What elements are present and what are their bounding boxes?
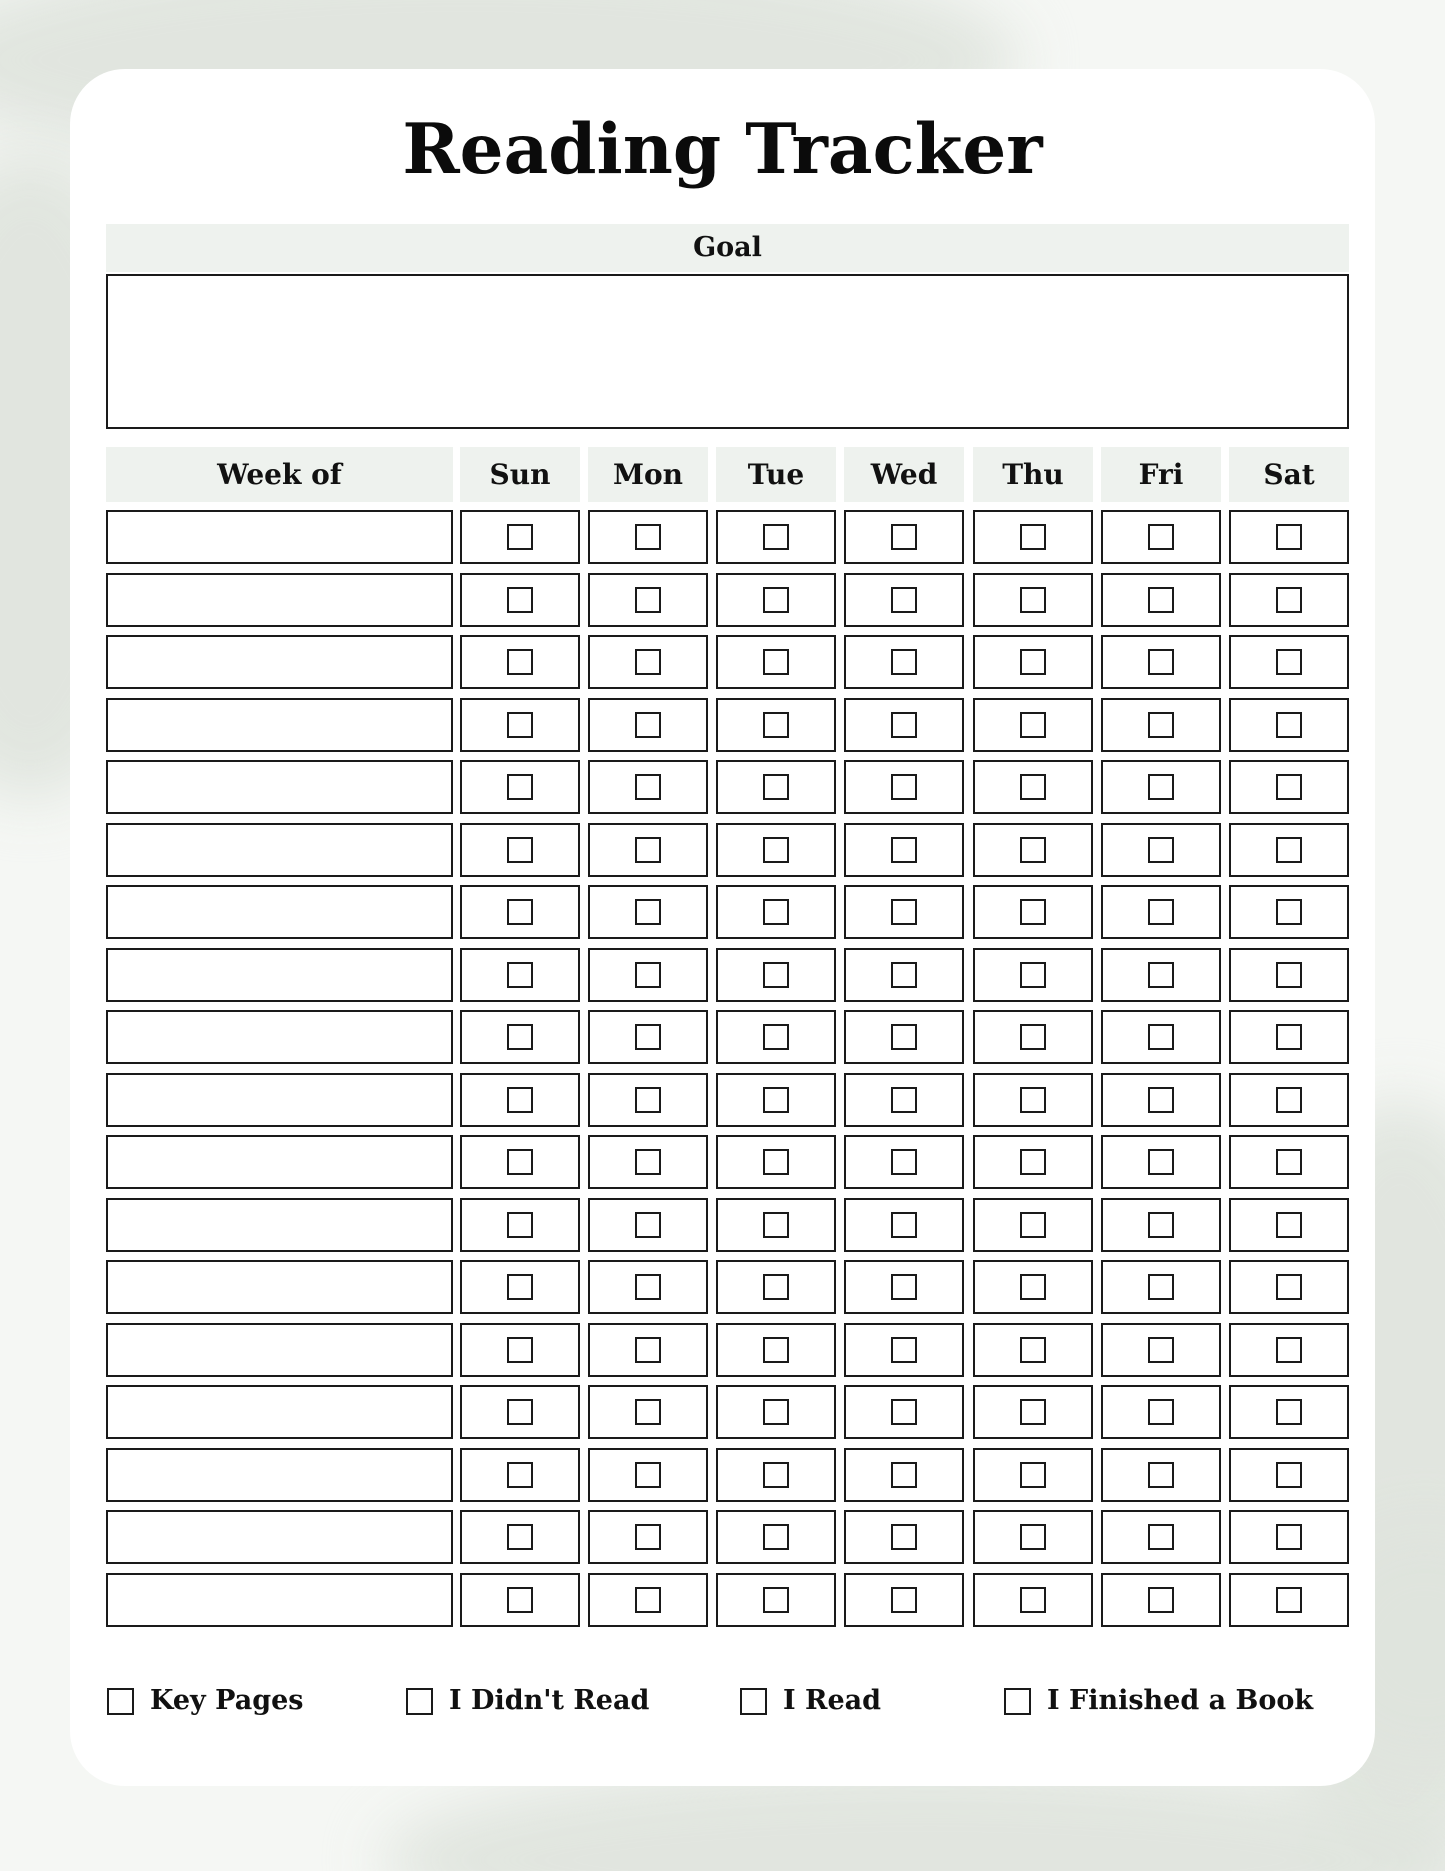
day-cell-wed (844, 1073, 964, 1127)
week-of-field[interactable] (106, 1323, 453, 1377)
day-cell-tue (716, 1135, 836, 1189)
day-cell-mon (588, 1323, 708, 1377)
day-checkbox[interactable] (1148, 1524, 1174, 1550)
day-checkbox[interactable] (891, 587, 917, 613)
day-checkbox[interactable] (635, 1462, 661, 1488)
day-cell-mon (588, 760, 708, 814)
day-checkbox[interactable] (891, 524, 917, 550)
day-checkbox[interactable] (1148, 712, 1174, 738)
day-cell-thu (973, 1323, 1093, 1377)
day-checkbox[interactable] (1020, 1024, 1046, 1050)
day-cell-mon (588, 1573, 708, 1627)
day-cell-tue (716, 1510, 836, 1564)
day-checkbox[interactable] (635, 649, 661, 675)
day-cell-fri (1101, 635, 1221, 689)
day-checkbox[interactable] (763, 1524, 789, 1550)
day-cell-fri (1101, 1260, 1221, 1314)
column-header-week-of: Week of (106, 447, 453, 502)
day-checkbox[interactable] (763, 712, 789, 738)
day-checkbox[interactable] (763, 837, 789, 863)
day-checkbox[interactable] (763, 899, 789, 925)
day-checkbox[interactable] (635, 899, 661, 925)
day-cell-mon (588, 1260, 708, 1314)
day-checkbox[interactable] (1276, 1524, 1302, 1550)
day-cell-thu (973, 1385, 1093, 1439)
day-cell-sun (460, 885, 580, 939)
day-checkbox[interactable] (635, 1149, 661, 1175)
day-cell-sun (460, 510, 580, 564)
day-checkbox[interactable] (635, 774, 661, 800)
day-cell-mon (588, 510, 708, 564)
day-cell-sat (1229, 1448, 1349, 1502)
day-cell-thu (973, 1448, 1093, 1502)
day-cell-tue (716, 1323, 836, 1377)
day-cell-sat (1229, 1073, 1349, 1127)
day-cell-thu (973, 510, 1093, 564)
day-checkbox[interactable] (891, 1399, 917, 1425)
day-cell-thu (973, 885, 1093, 939)
day-cell-mon (588, 1385, 708, 1439)
day-cell-thu (973, 823, 1093, 877)
day-cell-wed (844, 1260, 964, 1314)
week-of-field[interactable] (106, 1448, 453, 1502)
day-checkbox[interactable] (1148, 962, 1174, 988)
day-checkbox[interactable] (1148, 1399, 1174, 1425)
day-cell-thu (973, 1073, 1093, 1127)
day-checkbox[interactable] (635, 587, 661, 613)
day-cell-fri (1101, 823, 1221, 877)
day-checkbox[interactable] (1276, 962, 1302, 988)
legend-checkbox[interactable] (107, 1688, 134, 1715)
day-cell-fri (1101, 1010, 1221, 1064)
day-cell-fri (1101, 1323, 1221, 1377)
day-cell-sat (1229, 1198, 1349, 1252)
day-cell-fri (1101, 760, 1221, 814)
day-cell-tue (716, 823, 836, 877)
day-cell-sat (1229, 1135, 1349, 1189)
day-cell-wed (844, 948, 964, 1002)
day-checkbox[interactable] (891, 774, 917, 800)
day-cell-sun (460, 760, 580, 814)
week-of-field[interactable] (106, 1573, 453, 1627)
day-cell-fri (1101, 510, 1221, 564)
day-checkbox[interactable] (891, 1024, 917, 1050)
day-cell-tue (716, 510, 836, 564)
day-checkbox[interactable] (507, 1212, 533, 1238)
day-checkbox[interactable] (763, 1212, 789, 1238)
day-cell-sat (1229, 1573, 1349, 1627)
day-checkbox[interactable] (1148, 524, 1174, 550)
day-checkbox[interactable] (635, 1087, 661, 1113)
day-checkbox[interactable] (763, 1399, 789, 1425)
day-checkbox[interactable] (763, 1337, 789, 1363)
day-checkbox[interactable] (1020, 1337, 1046, 1363)
day-cell-sat (1229, 635, 1349, 689)
day-cell-sat (1229, 1510, 1349, 1564)
day-cell-thu (973, 1260, 1093, 1314)
day-cell-sat (1229, 1385, 1349, 1439)
day-cell-fri (1101, 573, 1221, 627)
day-checkbox[interactable] (507, 1337, 533, 1363)
day-checkbox[interactable] (507, 712, 533, 738)
day-checkbox[interactable] (1276, 712, 1302, 738)
day-checkbox[interactable] (1276, 1274, 1302, 1300)
day-cell-mon (588, 823, 708, 877)
day-checkbox[interactable] (507, 1462, 533, 1488)
day-checkbox[interactable] (507, 1149, 533, 1175)
week-of-field[interactable] (106, 1385, 453, 1439)
day-checkbox[interactable] (891, 1587, 917, 1613)
day-checkbox[interactable] (1020, 899, 1046, 925)
day-checkbox[interactable] (1276, 1087, 1302, 1113)
day-cell-tue (716, 573, 836, 627)
day-checkbox[interactable] (1020, 774, 1046, 800)
day-cell-wed (844, 1323, 964, 1377)
day-cell-sun (460, 573, 580, 627)
day-cell-tue (716, 1448, 836, 1502)
day-checkbox[interactable] (891, 1462, 917, 1488)
day-checkbox[interactable] (763, 524, 789, 550)
legend-checkbox[interactable] (406, 1688, 433, 1715)
day-cell-fri (1101, 1135, 1221, 1189)
day-cell-fri (1101, 1573, 1221, 1627)
day-checkbox[interactable] (1020, 1587, 1046, 1613)
day-cell-tue (716, 1573, 836, 1627)
day-cell-sun (460, 1073, 580, 1127)
day-cell-mon (588, 1198, 708, 1252)
day-cell-thu (973, 1573, 1093, 1627)
day-cell-tue (716, 635, 836, 689)
column-header-tue: Tue (716, 447, 836, 502)
day-checkbox[interactable] (891, 1524, 917, 1550)
day-cell-mon (588, 1448, 708, 1502)
day-checkbox[interactable] (635, 524, 661, 550)
week-of-field[interactable] (106, 823, 453, 877)
day-checkbox[interactable] (763, 1274, 789, 1300)
day-checkbox[interactable] (763, 649, 789, 675)
day-checkbox[interactable] (891, 1149, 917, 1175)
day-checkbox[interactable] (507, 837, 533, 863)
week-of-field[interactable] (106, 698, 453, 752)
day-cell-tue (716, 1198, 836, 1252)
day-cell-sun (460, 1510, 580, 1564)
day-checkbox[interactable] (1276, 1212, 1302, 1238)
day-checkbox[interactable] (635, 1337, 661, 1363)
day-checkbox[interactable] (1276, 774, 1302, 800)
legend-label: Key Pages (150, 1685, 304, 1716)
day-checkbox[interactable] (1148, 899, 1174, 925)
day-checkbox[interactable] (635, 712, 661, 738)
day-checkbox[interactable] (507, 1274, 533, 1300)
day-checkbox[interactable] (507, 774, 533, 800)
day-checkbox[interactable] (891, 962, 917, 988)
day-cell-mon (588, 1135, 708, 1189)
week-of-field[interactable] (106, 1198, 453, 1252)
day-checkbox[interactable] (1148, 1024, 1174, 1050)
day-checkbox[interactable] (1148, 1462, 1174, 1488)
day-cell-mon (588, 1010, 708, 1064)
week-of-field[interactable] (106, 635, 453, 689)
day-checkbox[interactable] (1276, 524, 1302, 550)
day-checkbox[interactable] (1020, 587, 1046, 613)
day-checkbox[interactable] (507, 1087, 533, 1113)
day-cell-sat (1229, 510, 1349, 564)
column-header-sun: Sun (460, 447, 580, 502)
day-cell-tue (716, 1385, 836, 1439)
day-checkbox[interactable] (1148, 837, 1174, 863)
day-cell-sat (1229, 760, 1349, 814)
day-cell-thu (973, 698, 1093, 752)
day-cell-wed (844, 1573, 964, 1627)
day-cell-thu (973, 573, 1093, 627)
day-cell-sun (460, 1135, 580, 1189)
day-checkbox[interactable] (1020, 1212, 1046, 1238)
day-checkbox[interactable] (635, 1399, 661, 1425)
day-checkbox[interactable] (635, 837, 661, 863)
day-checkbox[interactable] (1148, 1149, 1174, 1175)
day-checkbox[interactable] (1148, 1212, 1174, 1238)
day-checkbox[interactable] (635, 1587, 661, 1613)
day-checkbox[interactable] (891, 899, 917, 925)
column-header-sat: Sat (1229, 447, 1349, 502)
day-cell-thu (973, 1198, 1093, 1252)
day-checkbox[interactable] (1020, 524, 1046, 550)
day-cell-sun (460, 1260, 580, 1314)
day-checkbox[interactable] (891, 649, 917, 675)
column-header-mon: Mon (588, 447, 708, 502)
day-cell-wed (844, 1135, 964, 1189)
day-cell-sat (1229, 948, 1349, 1002)
day-cell-tue (716, 1010, 836, 1064)
day-checkbox[interactable] (507, 649, 533, 675)
day-checkbox[interactable] (1020, 649, 1046, 675)
day-checkbox[interactable] (635, 962, 661, 988)
day-cell-sat (1229, 573, 1349, 627)
week-of-field[interactable] (106, 760, 453, 814)
day-checkbox[interactable] (1276, 1587, 1302, 1613)
day-checkbox[interactable] (891, 1212, 917, 1238)
legend-checkbox[interactable] (1004, 1688, 1031, 1715)
day-checkbox[interactable] (891, 1274, 917, 1300)
week-of-field[interactable] (106, 948, 453, 1002)
day-cell-wed (844, 573, 964, 627)
day-cell-wed (844, 698, 964, 752)
day-cell-sun (460, 1323, 580, 1377)
goal-label: Goal (106, 224, 1349, 272)
day-checkbox[interactable] (1148, 1274, 1174, 1300)
day-checkbox[interactable] (1276, 1149, 1302, 1175)
week-of-field[interactable] (106, 510, 453, 564)
day-checkbox[interactable] (1148, 587, 1174, 613)
day-checkbox[interactable] (763, 962, 789, 988)
day-cell-wed (844, 885, 964, 939)
day-checkbox[interactable] (507, 1587, 533, 1613)
day-cell-fri (1101, 1385, 1221, 1439)
day-cell-sat (1229, 1260, 1349, 1314)
day-checkbox[interactable] (1276, 837, 1302, 863)
day-checkbox[interactable] (891, 712, 917, 738)
day-cell-tue (716, 948, 836, 1002)
day-checkbox[interactable] (1148, 649, 1174, 675)
day-cell-fri (1101, 698, 1221, 752)
legend-label: I Finished a Book (1047, 1685, 1314, 1716)
day-checkbox[interactable] (763, 774, 789, 800)
day-cell-thu (973, 635, 1093, 689)
week-of-field[interactable] (106, 1073, 453, 1127)
day-checkbox[interactable] (1276, 649, 1302, 675)
legend-label: I Read (783, 1685, 882, 1716)
week-of-field[interactable] (106, 885, 453, 939)
day-cell-fri (1101, 1510, 1221, 1564)
day-cell-tue (716, 760, 836, 814)
day-cell-sun (460, 1573, 580, 1627)
day-cell-sun (460, 1198, 580, 1252)
day-cell-sat (1229, 823, 1349, 877)
day-cell-fri (1101, 885, 1221, 939)
day-cell-fri (1101, 1198, 1221, 1252)
day-checkbox[interactable] (1276, 587, 1302, 613)
day-cell-wed (844, 1385, 964, 1439)
week-of-field[interactable] (106, 1260, 453, 1314)
day-checkbox[interactable] (1020, 1524, 1046, 1550)
day-checkbox[interactable] (1020, 1274, 1046, 1300)
page-title: Reading Tracker (402, 109, 1043, 190)
day-cell-sun (460, 1448, 580, 1502)
day-checkbox[interactable] (507, 587, 533, 613)
day-checkbox[interactable] (1276, 1024, 1302, 1050)
day-cell-fri (1101, 948, 1221, 1002)
day-checkbox[interactable] (763, 1462, 789, 1488)
day-checkbox[interactable] (1276, 1462, 1302, 1488)
day-checkbox[interactable] (635, 1274, 661, 1300)
day-cell-fri (1101, 1073, 1221, 1127)
day-checkbox[interactable] (1276, 1399, 1302, 1425)
day-checkbox[interactable] (763, 1087, 789, 1113)
day-cell-sun (460, 1010, 580, 1064)
day-checkbox[interactable] (635, 1524, 661, 1550)
day-cell-wed (844, 760, 964, 814)
day-checkbox[interactable] (1020, 1399, 1046, 1425)
day-checkbox[interactable] (1148, 1337, 1174, 1363)
day-cell-mon (588, 698, 708, 752)
day-checkbox[interactable] (1148, 1587, 1174, 1613)
day-checkbox[interactable] (1020, 1149, 1046, 1175)
day-checkbox[interactable] (1148, 774, 1174, 800)
day-checkbox[interactable] (1020, 1462, 1046, 1488)
day-checkbox[interactable] (1148, 1087, 1174, 1113)
day-checkbox[interactable] (1020, 962, 1046, 988)
day-checkbox[interactable] (507, 524, 533, 550)
column-header-fri: Fri (1101, 447, 1221, 502)
day-checkbox[interactable] (1276, 899, 1302, 925)
day-checkbox[interactable] (1020, 712, 1046, 738)
day-checkbox[interactable] (507, 1024, 533, 1050)
day-cell-thu (973, 948, 1093, 1002)
day-cell-fri (1101, 1448, 1221, 1502)
day-checkbox[interactable] (763, 1587, 789, 1613)
day-checkbox[interactable] (1020, 1087, 1046, 1113)
day-checkbox[interactable] (763, 1149, 789, 1175)
column-header-wed: Wed (844, 447, 964, 502)
day-cell-tue (716, 698, 836, 752)
day-checkbox[interactable] (1020, 837, 1046, 863)
day-checkbox[interactable] (635, 1024, 661, 1050)
day-cell-wed (844, 510, 964, 564)
day-cell-tue (716, 885, 836, 939)
day-checkbox[interactable] (507, 1524, 533, 1550)
day-checkbox[interactable] (1276, 1337, 1302, 1363)
day-checkbox[interactable] (891, 1337, 917, 1363)
day-cell-thu (973, 1135, 1093, 1189)
day-checkbox[interactable] (507, 899, 533, 925)
day-cell-thu (973, 1010, 1093, 1064)
day-cell-wed (844, 1198, 964, 1252)
day-cell-mon (588, 573, 708, 627)
legend-checkbox[interactable] (740, 1688, 767, 1715)
day-cell-wed (844, 635, 964, 689)
day-cell-sat (1229, 885, 1349, 939)
day-cell-wed (844, 1510, 964, 1564)
day-cell-sun (460, 698, 580, 752)
day-checkbox[interactable] (763, 587, 789, 613)
day-checkbox[interactable] (891, 837, 917, 863)
day-cell-wed (844, 823, 964, 877)
day-cell-thu (973, 1510, 1093, 1564)
day-cell-sat (1229, 1323, 1349, 1377)
day-cell-tue (716, 1073, 836, 1127)
week-of-field[interactable] (106, 1510, 453, 1564)
day-cell-thu (973, 760, 1093, 814)
day-checkbox[interactable] (763, 1024, 789, 1050)
day-cell-sun (460, 823, 580, 877)
week-of-field[interactable] (106, 573, 453, 627)
day-cell-sun (460, 1385, 580, 1439)
day-cell-sat (1229, 698, 1349, 752)
day-cell-mon (588, 1510, 708, 1564)
day-cell-sun (460, 948, 580, 1002)
day-checkbox[interactable] (507, 962, 533, 988)
column-header-thu: Thu (973, 447, 1093, 502)
day-cell-mon (588, 948, 708, 1002)
day-cell-wed (844, 1448, 964, 1502)
week-of-field[interactable] (106, 1010, 453, 1064)
day-cell-mon (588, 1073, 708, 1127)
day-checkbox[interactable] (891, 1087, 917, 1113)
day-cell-wed (844, 1010, 964, 1064)
day-checkbox[interactable] (635, 1212, 661, 1238)
day-cell-tue (716, 1260, 836, 1314)
goal-field[interactable] (106, 274, 1349, 429)
day-cell-mon (588, 885, 708, 939)
day-cell-sat (1229, 1010, 1349, 1064)
day-checkbox[interactable] (507, 1399, 533, 1425)
week-of-field[interactable] (106, 1135, 453, 1189)
day-cell-mon (588, 635, 708, 689)
day-cell-sun (460, 635, 580, 689)
legend-label: I Didn't Read (449, 1685, 650, 1716)
